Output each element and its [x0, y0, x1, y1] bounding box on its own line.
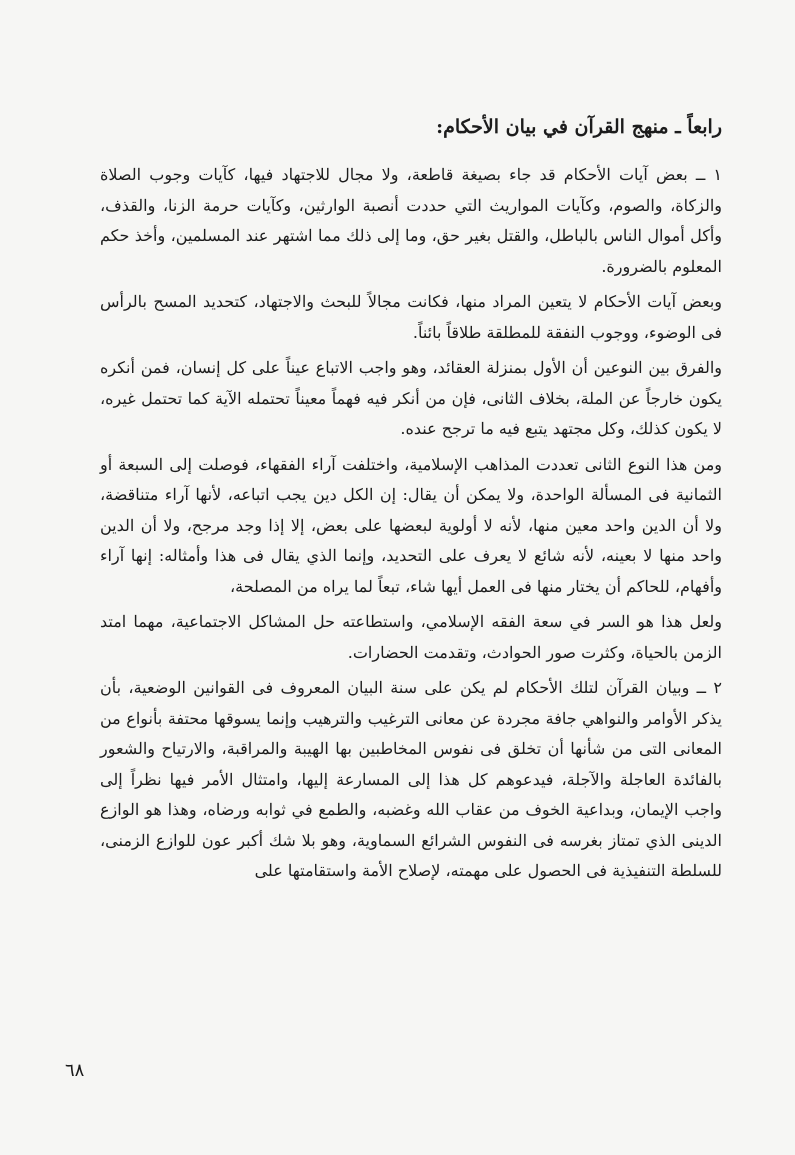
paragraph-2: وبعض آيات الأحكام لا يتعين المراد منها، فكانت مجالاً للبحث والاجتهاد، كتحديد المسح بالرأس فى الوضوء، ووجوب النفقة للمطلقة طلاقاً بائناً.: [100, 292, 722, 342]
paragraph-1: ١ ــ بعض آيات الأحكام قد جاء بصيغة قاطعة، ولا مجال للاجتهاد فيها، كآيات وجوب الصلاة والزكاة، والصوم، وكآيات المواريث التي حددت أنصبة الوارثين، وكآيات حرمة الزنا، والقذف، وأكل أموال الناس بالباطل، والقتل بغير حق، وما إلى ذلك مما اشتهر عند المسلمين، وأخذ حكم المعلوم بالضرورة.: [100, 165, 722, 276]
paragraph-3: والفرق بين النوعين أن الأول بمنزلة العقائد، وهو واجب الاتباع عيناً على كل إنسان، فمن أنكره يكون خارجاً عن الملة، بخلاف الثانى، فإن من أنكر فيه فهماً معيناً تحتمله الآية كما تحتمل غيره، لا يكون كذلك، وكل مجتهد يتبع فيه ما ترجح عنده.: [100, 358, 722, 438]
page-content: [100, 112, 722, 892]
section-heading: رابعاً ـ منهج القرآن في بيان الأحكام:: [436, 116, 722, 138]
paragraph-5: ولعل هذا هو السر في سعة الفقه الإسلامي، واستطاعته حل المشاكل الاجتماعية، مهما امتد الزمن بالحياة، وكثرت صور الحوادث، وتقدمت الحضارات.: [100, 612, 722, 662]
paragraph-6: ٢ ــ وبيان القرآن لتلك الأحكام لم يكن على سنة البيان المعروف فى القوانين الوضعية، بأن يذكر الأوامر والنواهي جافة مجردة عن معانى الترغيب والترهيب وإنما يسوقها محتفة بأنواع من المعانى التى من شأنها أن تخلق فى نفوس المخاطبين بها الهيبة والمراقبة، والارتياح والشعور بالفائدة العاجلة والآجلة، فيدعوهم كل هذا إلى المسارعة إليها، وامتثال الأمر فيها نظراً إلى واجب الإيمان، وبداعية الخوف من عقاب الله وغضبه، والطمع في ثوابه ورضاه، وهذا هو الوازع الدينى الذي تمتاز بغرسه فى النفوس الشرائع السماوية، وهو بلا شك أكبر عون للوازع الزمنى، للسلطة التنفيذية فى الحصول على مهمته، لإصلاح الأمة واستقامتها على: [100, 678, 722, 880]
paragraph-4: ومن هذا النوع الثانى تعددت المذاهب الإسلامية، واختلفت آراء الفقهاء، فوصلت إلى السبعة أو الثمانية فى المسألة الواحدة، ولا يمكن أن يقال: إن الكل دين يجب اتباعه، لأنها آراء متناقضة، ولا أن الدين واحد معين منها، لأنه لا أولوية لبعضها على بعض، إلا إذا وجد مرجح، ولا أن الدين واحد منها لا بعينه، لأنه شائع لا يعرف على التحديد، وإنما الذي يقال فى هذا وأمثاله: إنها آراء وأفهام، للحاكم أن يختار منها فى العمل أيها شاء، تبعاً لما يراه من المصلحة،: [100, 454, 723, 596]
page-number: ٦٨: [65, 1060, 85, 1081]
